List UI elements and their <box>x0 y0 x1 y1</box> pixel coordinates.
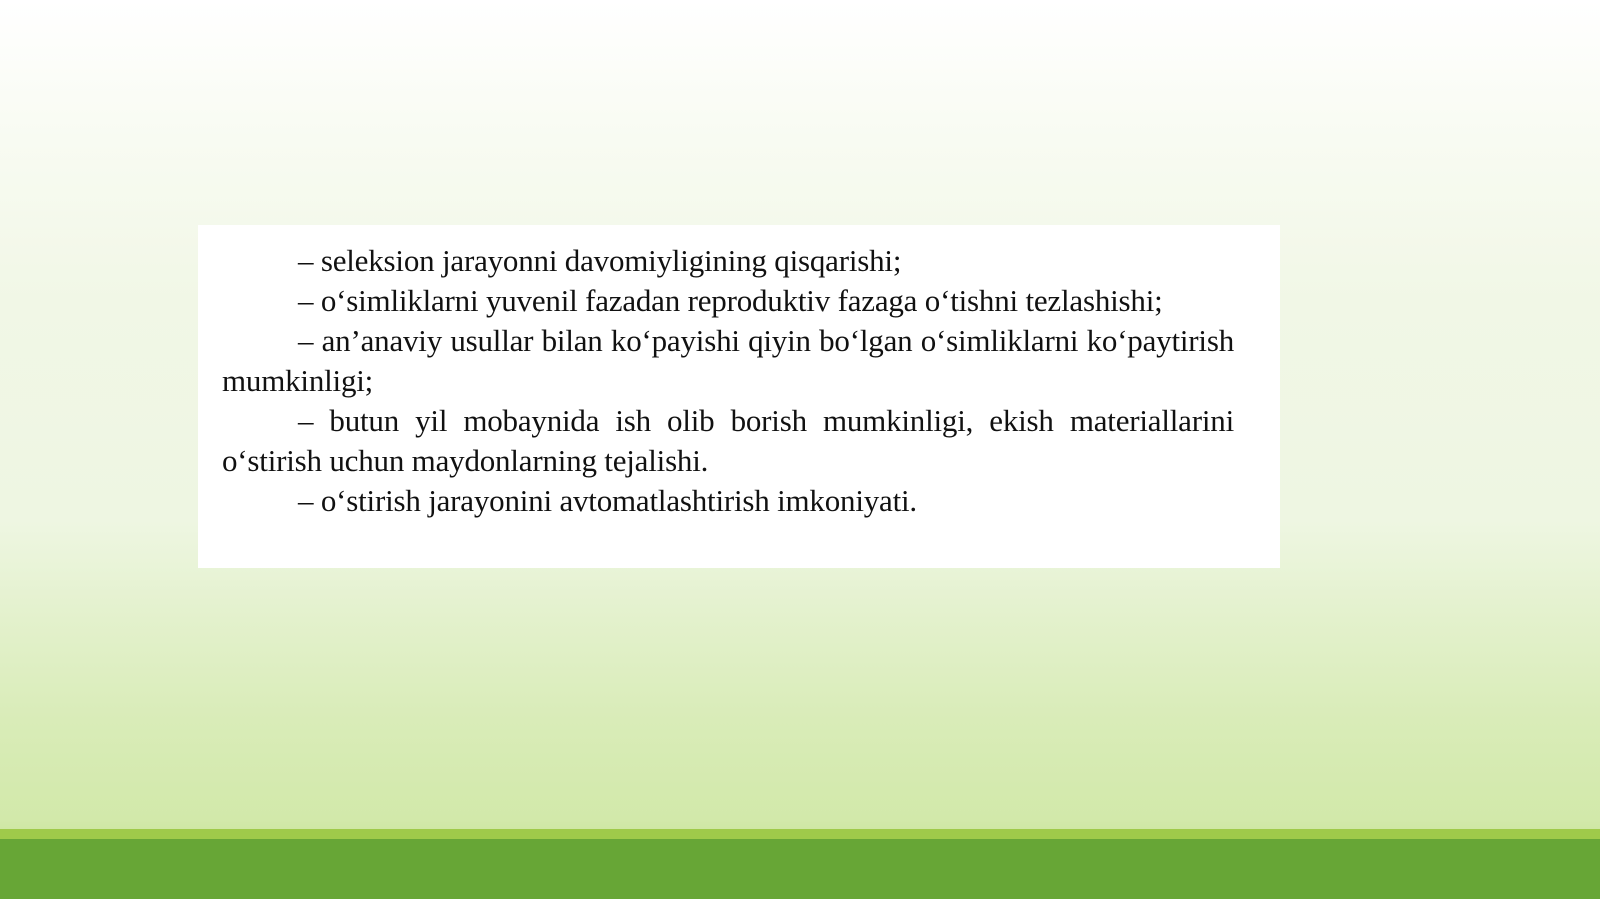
text-panel <box>198 225 1280 568</box>
list-item: – o‘simliklarni yuvenil fazadan reproduktiv fazaga o‘tishni tezlashishi; <box>298 283 1163 318</box>
list-item: – an’anaviy usullar bilan ko‘payishi qiyin bo‘lgan o‘simliklarni ko‘paytirish mumkinligi; <box>222 323 1234 398</box>
list-item: – seleksion jarayonni davomiyligining qisqarishi; <box>298 243 902 278</box>
footer-bar <box>0 839 1600 899</box>
list-item: – butun yil mobaynida ish olib borish mumkinligi, ekish materiallarini o‘stirish uchun maydonlarning tejalishi. <box>222 403 1234 478</box>
footer-accent-line <box>0 829 1600 839</box>
list-item: – o‘stirish jarayonini avtomatlashtirish imkoniyati. <box>298 483 917 518</box>
